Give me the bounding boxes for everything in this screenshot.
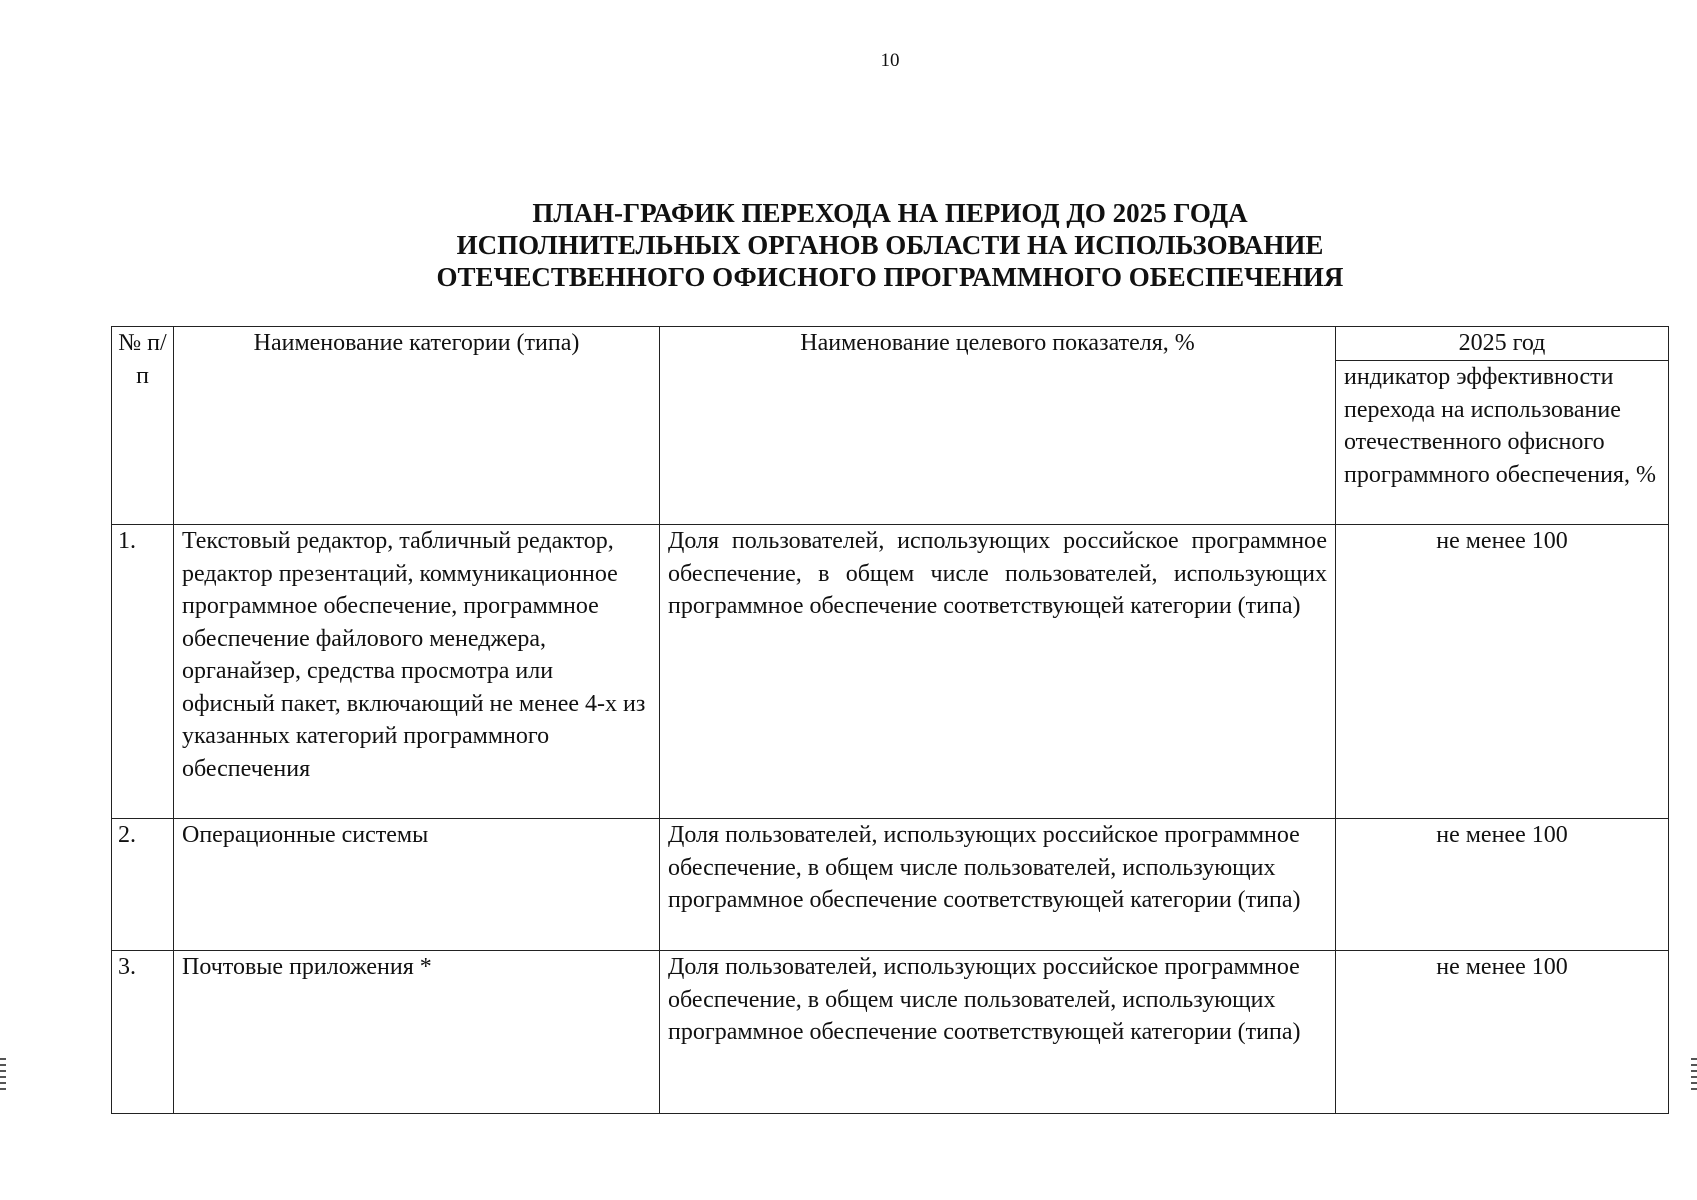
scan-edge-mark-left: [0, 1058, 6, 1094]
scan-edge-mark-right: [1691, 1058, 1697, 1094]
table-row: [112, 525, 1669, 819]
plan-table: [111, 326, 1669, 1114]
table-row: [112, 951, 1669, 1114]
header-indicator: Наименование целевого показателя, %: [660, 327, 1336, 525]
table-row: [112, 819, 1669, 951]
row-value: не менее 100: [1336, 951, 1669, 1114]
title-line-1: ПЛАН-ГРАФИК ПЕРЕХОДА НА ПЕРИОД ДО 2025 ГОДА: [532, 198, 1248, 228]
row-indicator: Доля пользователей, использующих российское программное обеспечение, в общем числе пользователей, использующих программное обеспечение соответствующей категории (типа): [660, 951, 1336, 1114]
title-line-2: ИСПОЛНИТЕЛЬНЫХ ОРГАНОВ ОБЛАСТИ НА ИСПОЛЬЗОВАНИЕ: [456, 230, 1324, 260]
row-indicator: Доля пользователей, использующих российское программное обеспечение, в общем числе пользователей, использующих программное обеспечение соответствующей категории (типа): [660, 819, 1336, 951]
row-category: Текстовый редактор, табличный редактор, редактор презентаций, коммуникационное программное обеспечение, программное обеспечение файлового менеджера, органайзер, средства просмотра или офисный пакет, включающий не менее 4-х из указанных категорий программного обеспечения: [174, 525, 660, 819]
header-number: № п/п: [112, 327, 174, 525]
row-value: не менее 100: [1336, 819, 1669, 951]
row-number: 2.: [112, 819, 174, 951]
row-category: Операционные системы: [174, 819, 660, 951]
page-number: 10: [880, 50, 900, 71]
row-number: 1.: [112, 525, 174, 819]
document-title: [0, 197, 1697, 293]
row-category: Почтовые приложения *: [174, 951, 660, 1114]
table-header-row: [112, 327, 1669, 361]
header-year: 2025 год: [1336, 327, 1669, 361]
row-indicator: Доля пользователей, использующих российское программное обеспечение, в общем числе пользователей, использующих программное обеспечение соответствующей категории (типа): [660, 525, 1336, 819]
row-value: не менее 100: [1336, 525, 1669, 819]
header-year-indicator: индикатор эффективности перехода на использование отечественного офисного программного обеспечения, %: [1336, 361, 1669, 525]
title-line-3: ОТЕЧЕСТВЕННОГО ОФИСНОГО ПРОГРАММНОГО ОБЕСПЕЧЕНИЯ: [436, 262, 1344, 292]
header-category: Наименование категории (типа): [174, 327, 660, 525]
row-number: 3.: [112, 951, 174, 1114]
